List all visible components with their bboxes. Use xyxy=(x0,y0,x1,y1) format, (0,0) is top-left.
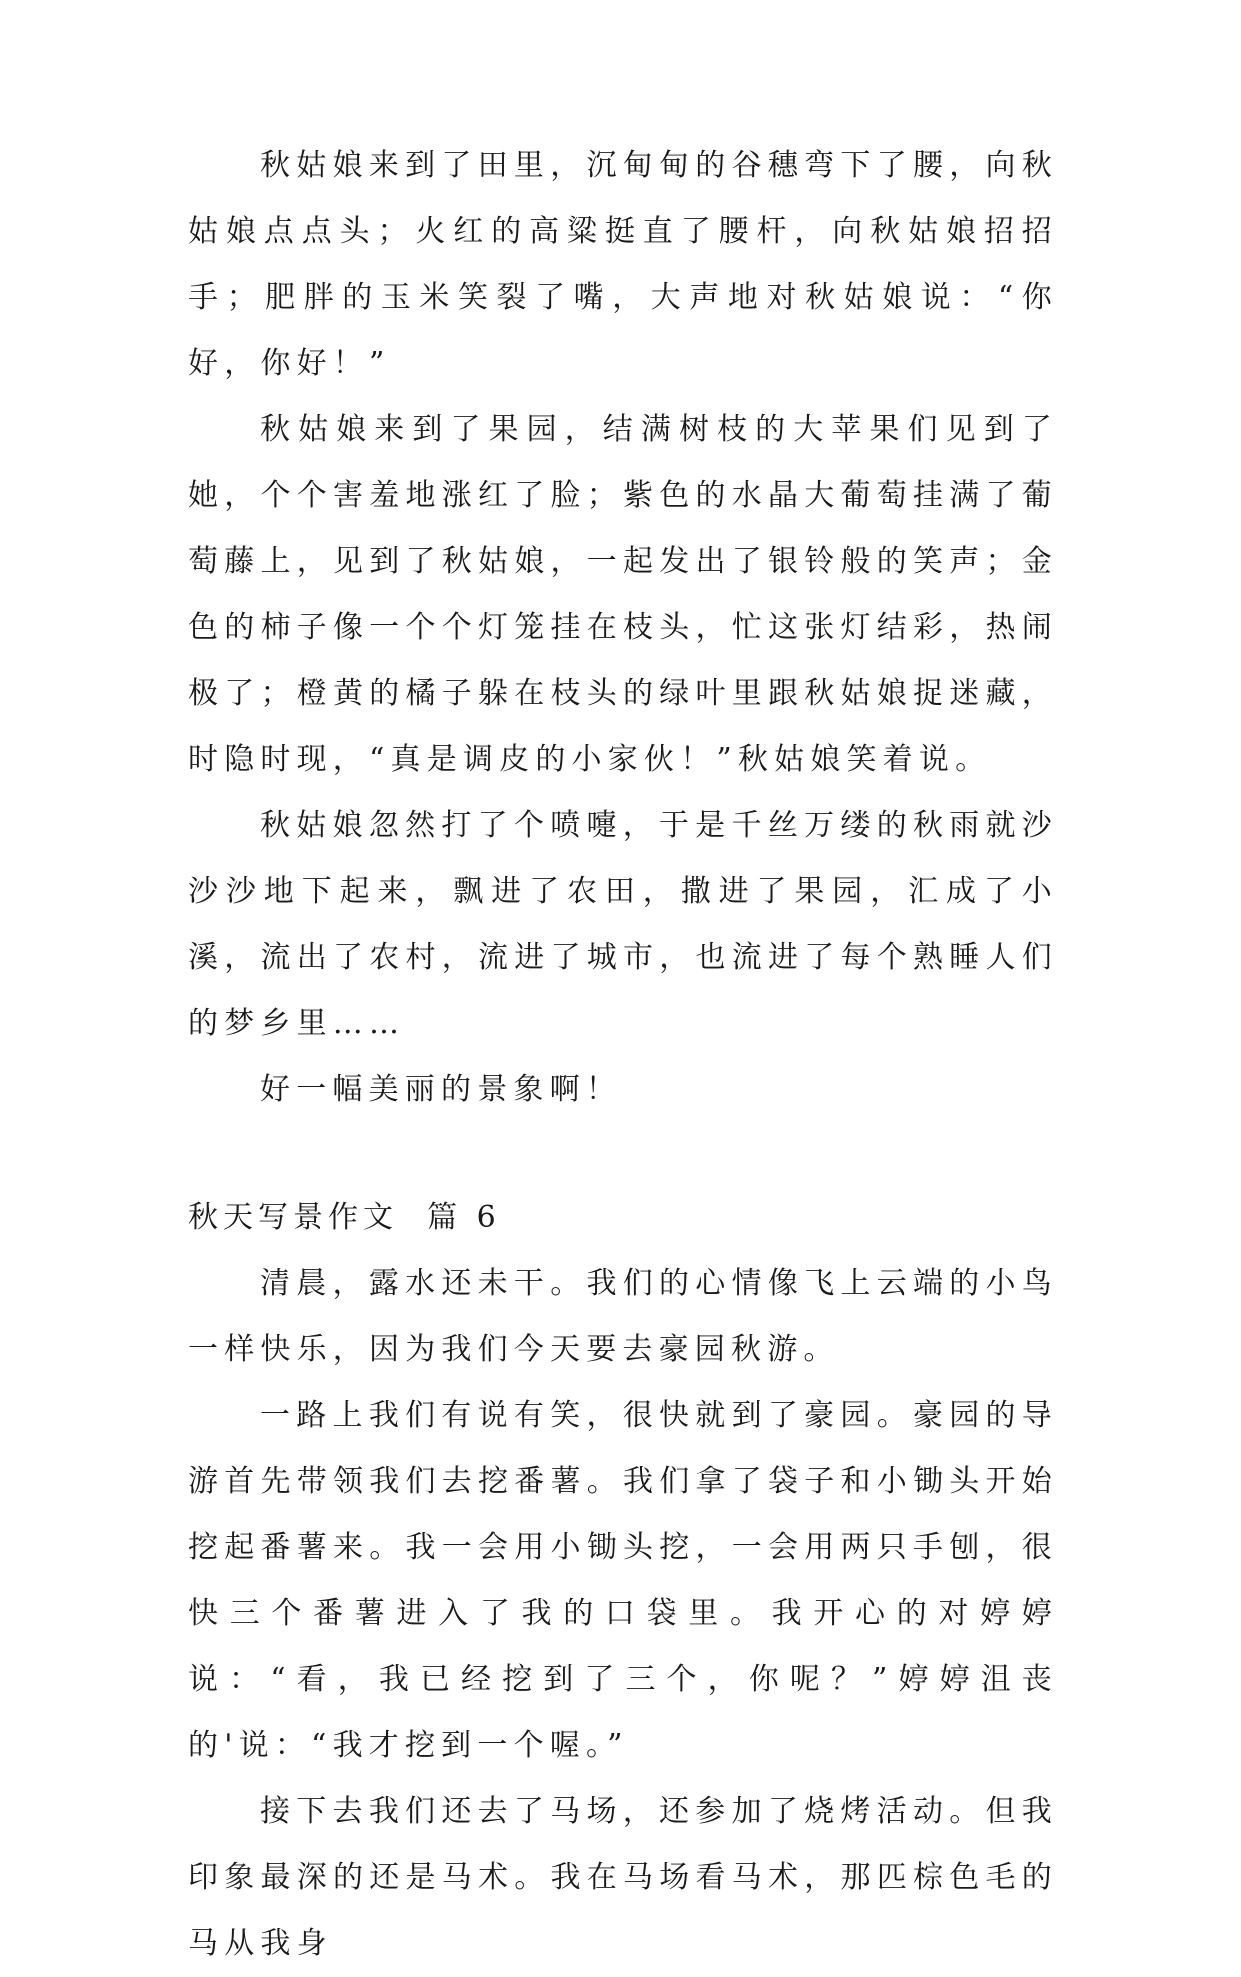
paragraph-closing-exclamation: 好一幅美丽的景象啊！ xyxy=(260,1072,622,1107)
paragraph-field-scene: 秋姑娘来到了田里，沉甸甸的谷穗弯下了腰，向秋姑娘点点头；火红的高粱挺直了腰杆，向秋姑娘招招手；肥胖的玉米笑裂了嘴，大声地对秋姑娘说：“你好，你好！” xyxy=(188,148,1058,381)
paragraph-orchard-scene: 秋姑娘来到了果园，结满树枝的大苹果们见到了她，个个害羞地涨红了脸；紫色的水晶大葡萄挂满了葡萄藤上，见到了秋姑娘，一起发出了银铃般的笑声；金色的柿子像一个个灯笼挂在枝头，忙这张灯结彩，热闹极了；橙黄的橘子躲在枝头的绿叶里跟秋姑娘捉迷藏，时隐时现，“真是调皮的小家伙！”秋姑娘笑着说。 xyxy=(188,412,1058,777)
paragraph-autumn-rain: 秋姑娘忽然打了个喷嚏，于是千丝万缕的秋雨就沙沙沙地下起来，飘进了农田，撒进了果园，汇成了小溪，流出了农村，流进了城市，也流进了每个熟睡人们的梦乡里…… xyxy=(188,808,1058,1041)
document-body xyxy=(188,133,1058,1977)
paragraph-horse-show: 接下去我们还去了马场，还参加了烧烤活动。但我印象最深的还是马术。我在马场看马术，那匹棕色毛的马从我身 xyxy=(188,1794,1058,1961)
section-heading: 秋天写景作文 篇 6 xyxy=(188,1200,501,1235)
paragraph-morning: 清晨，露水还未干。我们的心情像飞上云端的小鸟一样快乐，因为我们今天要去豪园秋游。 xyxy=(188,1266,1058,1367)
paragraph-digging-potatoes: 一路上我们有说有笑，很快就到了豪园。豪园的导游首先带领我们去挖番薯。我们拿了袋子和小锄头开始挖起番薯来。我一会用小锄头挖，一会用两只手刨，很快三个番薯进入了我的口袋里。我开心的对婷婷说：“看，我已经挖到了三个，你呢？”婷婷沮丧的'说：“我才挖到一个喔。” xyxy=(188,1398,1058,1763)
